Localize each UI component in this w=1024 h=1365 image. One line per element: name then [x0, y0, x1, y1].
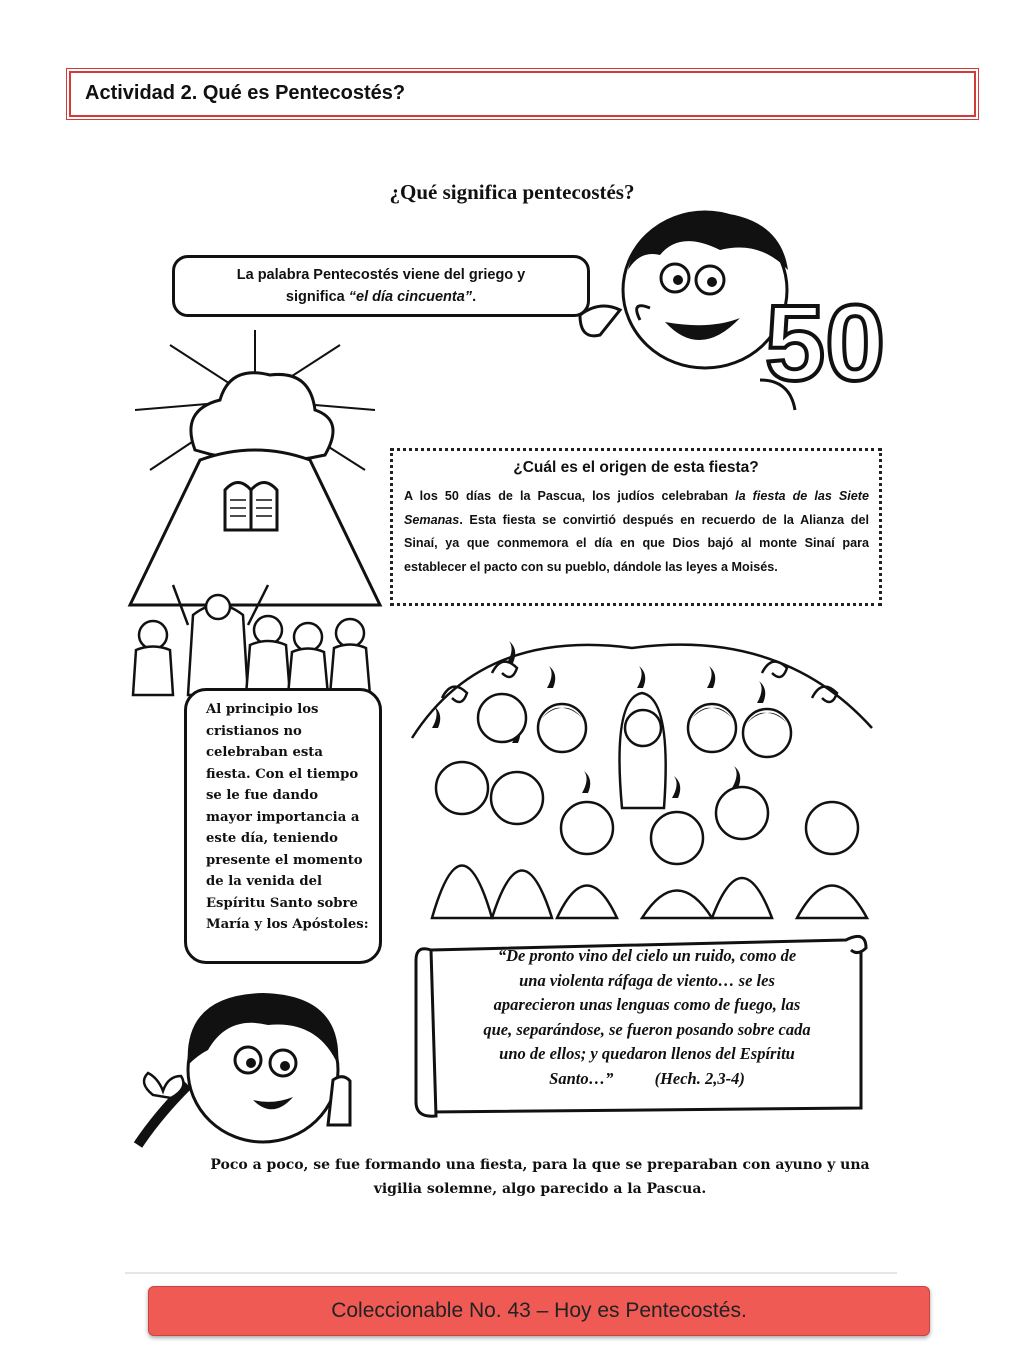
moses-crowd-icon	[128, 575, 390, 695]
mount-sinai-icon	[130, 330, 380, 610]
activity-title: Actividad 2. Qué es Pentecostés?	[85, 82, 406, 104]
fifty-number: 50	[765, 282, 886, 403]
quote-line: “De pronto vino del cielo un ruido, como de	[497, 946, 797, 965]
definition-bubble	[172, 255, 590, 317]
side-line: se le fue dando	[206, 788, 319, 803]
quote-line: que, separándose, se fueron posando sobre cada	[483, 1019, 811, 1039]
activity-header	[69, 71, 976, 117]
side-text-box	[184, 688, 382, 964]
apostles-icon	[402, 618, 882, 938]
quote-line: uno de ellos; y quedaron llenos del Espíritu	[499, 1044, 795, 1063]
tablets-icon	[225, 483, 277, 531]
side-line: Al principio los	[206, 702, 319, 717]
side-line: Espíritu Santo sobre	[206, 895, 358, 911]
side-line: mayor importancia a	[206, 809, 360, 825]
bottom-line-1: Poco a poco, se fue formando una fiesta, para la que se preparaban con ayuno y una	[210, 1157, 870, 1173]
bottom-line-2: vigilia solemne, algo parecido a la Pascua.	[373, 1181, 707, 1197]
side-line: de la venida del	[206, 874, 322, 889]
bible-quote	[432, 944, 862, 1091]
worksheet-title: ¿Qué significa pentecostés?	[389, 180, 635, 204]
footer-label: Coleccionable No. 43 – Hoy es Pentecostés.	[331, 1299, 747, 1322]
side-line: María y los Apóstoles:	[206, 917, 369, 932]
divider	[125, 1272, 897, 1274]
side-line: celebraban esta	[206, 745, 323, 760]
bubble-line-1: La palabra Pentecostés viene del griego y	[236, 267, 526, 283]
origin-text: A los 50 días de la Pascua, los judíos celebraban la fiesta de las Siete Semanas. Esta fiesta se convirtió después en recuerdo de la Alianza del Sinaí, ya que conmemora el día en que Dios bajó al monte Sinaí para establecer el pacto con su pueblo, dándole las leyes a Moisés.	[404, 489, 869, 574]
bottom-text	[150, 1153, 930, 1201]
girl-cartoon-icon	[128, 975, 388, 1155]
side-line: fiesta. Con el tiempo	[206, 766, 359, 782]
footer-bar	[148, 1286, 930, 1336]
quote-line: aparecieron unas lenguas como de fuego, las	[493, 995, 801, 1014]
quote-line: una violenta ráfaga de viento… se les	[519, 970, 775, 990]
side-line: este día, teniendo	[206, 831, 338, 846]
quote-line: Santo…” (Hech. 2,3-4)	[549, 1068, 745, 1088]
bubble-line-2: significa “el día cincuenta”.	[285, 289, 477, 305]
side-line: cristianos no	[206, 723, 302, 739]
side-line: presente el momento	[206, 852, 363, 868]
origin-title: ¿Cuál es el origen de esta fiesta?	[513, 459, 759, 476]
boy-cartoon-icon	[560, 210, 900, 420]
origin-box	[390, 448, 882, 606]
